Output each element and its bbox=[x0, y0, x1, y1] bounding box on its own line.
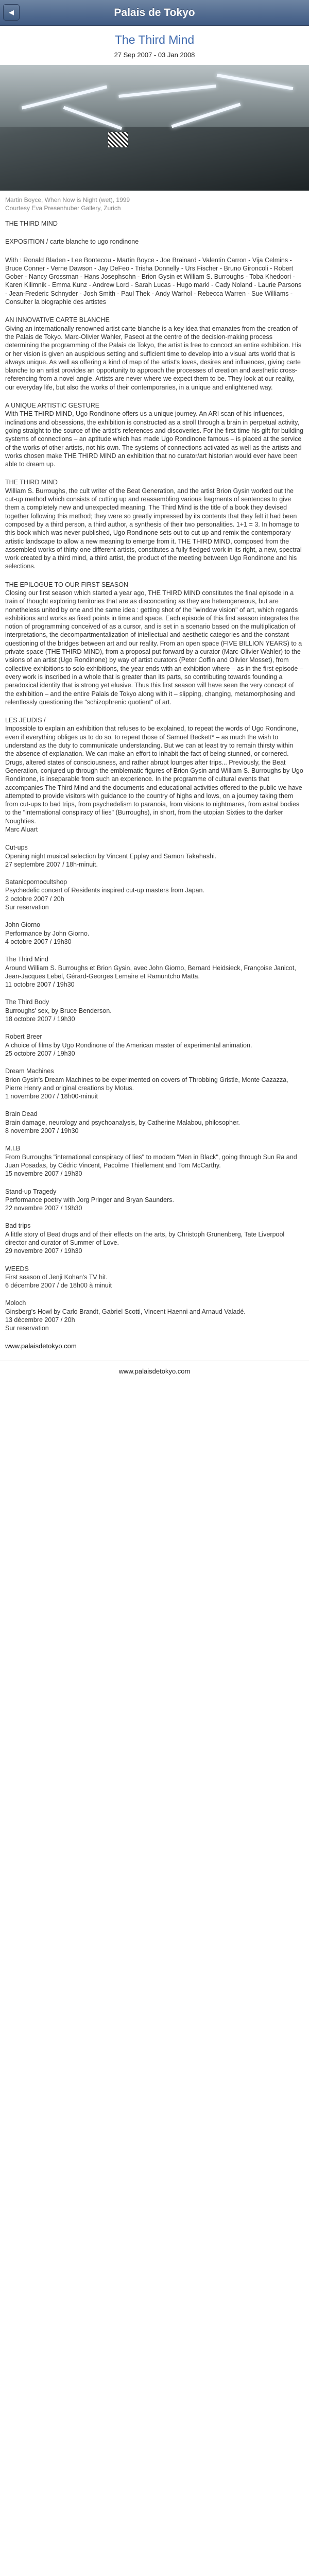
schedule-item-description: A choice of films by Ugo Rondinone of the American master of experimental animation. bbox=[5, 1041, 252, 1049]
schedule-item bbox=[5, 921, 304, 946]
schedule-item-date: 15 novembre 2007 / 19h30 bbox=[5, 1170, 82, 1178]
schedule-item-title: WEEDS bbox=[5, 1265, 29, 1273]
event-description bbox=[0, 212, 309, 1350]
paragraph bbox=[5, 401, 304, 468]
schedule-item-date: 25 octobre 2007 / 19h30 bbox=[5, 1049, 75, 1057]
schedule-item-date: 13 décembre 2007 / 20h Sur reservation bbox=[5, 1316, 75, 1332]
schedule-item-date: 2 octobre 2007 / 20h Sur reservation bbox=[5, 895, 64, 911]
participants bbox=[5, 256, 304, 307]
schedule-item-title: Robert Breer bbox=[5, 1033, 42, 1041]
paragraph bbox=[5, 478, 304, 570]
event-title: The Third Mind bbox=[114, 33, 195, 46]
paragraph bbox=[5, 581, 304, 706]
schedule-item-date: 4 octobre 2007 / 19h30 bbox=[5, 938, 72, 945]
schedule-item bbox=[5, 843, 304, 869]
schedule-item-title: Stand-up Tragedy bbox=[5, 1188, 57, 1195]
schedule-item bbox=[5, 878, 304, 911]
schedule-item-title: Cut-ups bbox=[5, 844, 28, 852]
paragraph-text: LES JEUDIS / Impossible to explain an exhibition that refuses to be explained, to repeat the words of Ugo Rondinone, even if everything obliges us to do so, to repeat those of Samuel Beckett* – as much the wish to understand as the duty to communicate understanding. But we can at least try to remain thirsty within the absence of explanation. We can make an effort to inhabit the fact of being stunned, or cornered. Drugs, altered states of consciousness, and rather abrupt lounges after trips... Previously, the Beat Generation, conjured up through the emblematic figures of Brion Gysin and William S. Burroughs by Ugo Rondinone, is inseparable from such an experience. In the programme of cultural events that accompanies The Third Mind and the documents and educational activities offered to the public we have attempted to provide visitors with guidance to the country of highs and lows, on a journey taking them from cut-ups to bad trips, from psychedelism to paranoia, from visions to nightmares, from astral bodies to the "international conspiracy of lies" (Burroughs), in short, from the utopian Sixties to the darker Noughties. Marc Aluart bbox=[5, 717, 303, 833]
schedule-item bbox=[5, 1222, 304, 1255]
schedule-item-date: 29 novembre 2007 / 19h30 bbox=[5, 1247, 82, 1255]
schedule-item-title: John Giorno bbox=[5, 921, 41, 929]
schedule-item-date: 11 octobre 2007 / 19h30 bbox=[5, 981, 75, 989]
footer bbox=[0, 1361, 309, 1381]
paragraph bbox=[5, 316, 304, 392]
schedule-item-date: 6 décembre 2007 / de 18h00 à minuit bbox=[5, 1282, 112, 1290]
schedule-item-date: 8 novembre 2007 / 19h30 bbox=[5, 1127, 79, 1135]
app-title: Palais de Tokyo bbox=[114, 7, 195, 19]
schedule-item-description: First season of Jenji Kohan's TV hit. bbox=[5, 1273, 108, 1281]
section-heading bbox=[5, 219, 304, 228]
schedule-item-description: Performance poetry with Jorg Pringer and Bryan Saunders. bbox=[5, 1196, 174, 1204]
schedule-item-description: Performance by John Giorno. bbox=[5, 929, 90, 937]
schedule-item-date: 27 septembre 2007 / 18h-minuit. bbox=[5, 860, 98, 868]
caption-line: Courtesy Eva Presenhuber Gallery, Zurich bbox=[5, 205, 121, 212]
schedule-item bbox=[5, 1299, 304, 1332]
schedule-item bbox=[5, 955, 304, 989]
schedule-item-title: Dream Machines bbox=[5, 1067, 54, 1075]
schedule-item-title: M.I.B bbox=[5, 1145, 21, 1153]
paragraph-text: THE THIRD MIND William S. Burroughs, the cult writer of the Beat Generation, and the artist Brion Gysin worked out the cut-up method which consists of cutting up and reassembling various fragments of sentences to give them a completely new and unexpected meaning. The Third Mind is the title of a book they devised together following this method; they were so greatly impressed by its contents that they felt it had been composed by a third person, a third author, a synthesis of their two personalities. 1+1 = 3. In homage to this book which was never published, Ugo Rondinone sets out to cut up and remix the contemporary artistic landscape to allow a new meaning to emerge from it. THE THIRD MIND, composed from the assembled works of thirty-one different artists, constitutes a fully fledged work in its right, a new, spectral work created by a third mind, a third artist, the product of the meeting between Ugo Rondinone and his selections. bbox=[5, 479, 302, 570]
schedule-item bbox=[5, 1110, 304, 1135]
participants-text: With : Ronald Bladen - Lee Bontecou - Martin Boyce - Joe Brainard - Valentin Carron - Vija Celmins - Bruce Conner - Verne Dawson - Jay DeFeo - Trisha Donnelly - Urs Fischer - Bruno Gironcoli - Robert Gober - Nancy Grossman - Hans Josephsohn - Brion Gysin et William S. Burroughs - Toba Khedoori - Karen Kilimnik - Emma Kunz - Andrew Lord - Sarah Lucas - Hugo markl - Cady Noland - Laurie Parsons - Jean-Frederic Schnyder - Josh Smith - Paul Thek - Andy Warhol - Rebecca Warren - Sue Williams - Consulter la biographie des artistes bbox=[5, 256, 302, 306]
event-dates: 27 Sep 2007 - 03 Jan 2008 bbox=[114, 51, 195, 59]
back-arrow-icon[interactable]: ◂ bbox=[3, 4, 20, 21]
schedule-item-title: Bad trips bbox=[5, 1222, 31, 1230]
schedule-item bbox=[5, 1265, 304, 1290]
schedule-item-title: Moloch bbox=[5, 1299, 26, 1307]
schedule-item-description: Brain damage, neurology and psychoanalysis, by Catherine Malabou, philosopher. bbox=[5, 1118, 240, 1126]
website-link[interactable]: www.palaisdetokyo.com bbox=[5, 1342, 77, 1350]
schedule-item bbox=[5, 1188, 304, 1213]
schedule-item-date: 1 novembre 2007 / 18h00-minuit bbox=[5, 1093, 98, 1100]
section-subheading bbox=[5, 238, 304, 246]
event-header bbox=[0, 26, 309, 59]
schedule-item bbox=[5, 998, 304, 1023]
schedule-item-description: Opening night musical selection by Vincent Epplay and Samon Takahashi. bbox=[5, 852, 217, 860]
schedule-item-description: Ginsberg's Howl by Carlo Brandt, Gabriel Scotti, Vincent Haenni and Arnaud Valadé. bbox=[5, 1308, 246, 1315]
schedule-item-title: The Third Body bbox=[5, 998, 49, 1006]
photo-ceiling bbox=[0, 65, 309, 127]
caption-line: Martin Boyce, When Now is Night (wet), 1999 bbox=[5, 196, 130, 204]
photo-caption bbox=[0, 191, 309, 212]
schedule-item-description: From Burroughs "international conspiracy of lies" to modern "Men in Black", going through Sun Ra and Juan Posadas, by Cédric Vincent, Pacoîme Thiellement and Tom McCarthy. bbox=[5, 1153, 297, 1169]
schedule-item-date: 18 octobre 2007 / 19h30 bbox=[5, 1015, 75, 1023]
subheading-text: EXPOSITION / carte blanche to ugo rondinone bbox=[5, 238, 139, 246]
schedule-item bbox=[5, 1067, 304, 1100]
schedule-item-description: Burroughs' sex, by Bruce Benderson. bbox=[5, 1007, 112, 1014]
schedule-item-description: A little story of Beat drugs and of their effects on the arts, by Christoph Grunenberg, Tate Liverpool director and curator of Summer of Love. bbox=[5, 1230, 285, 1246]
schedule-item-description: Psychedelic concert of Residents inspired cut-up masters from Japan. bbox=[5, 887, 204, 894]
paragraph-text: THE EPILOGUE TO OUR FIRST SEASON Closing our first season which started a year ago, THE THIRD MIND constitutes the final episode in a train of thought exploring territories that are as disconcerting as they are heterogeneous, but are nonetheless united by one and the same idea : getting shot of the "window vision" of art, which regards exhibitions and works as fixed points in time and space. Each episode of this first season integrates the notion of programming conceived of as a cursor, and is set in a scenario based on the multiplication of interpretations, the decompartmentalization of intellectual and aesthetic categories and the constant questioning of the bridges between art and our reality. From an open space (FIVE BILLION YEARS) to a private space (THE THIRD MIND), from a proposal put forward by a curator (Marc-Olivier Wahler) to the visions of an artist (Ugo Rondinone) by way of artist curators (Peter Coffin and Olivier Mosset), from collective exhibitions to solo exhibitions, the year ends with an exhibition where – as in the first episode – every work is inscribed in a whole that is greater than its parts, so contributing towards founding a paradoxical identity that is strong yet elusive. Thus this first season will have seen the very concept of the exhibition – and the entire Palais de Tokyo along with it – slipping, changing, metamorphosing and relentlessly questioning the "schizophrenic quotient" of art. bbox=[5, 581, 303, 706]
navigation-bar bbox=[0, 0, 309, 26]
schedule-item bbox=[5, 1144, 304, 1178]
paragraph-text: A UNIQUE ARTISTIC GESTURE With THE THIRD MIND, Ugo Rondinone offers us a unique journey. An ARI scan of his influences, inclinations and obsessions, the exhibition is constructed as a stroll through a brain in perpetual activity, going straight to the source of the artist's references and discoveries. For the first time his gift for building systems of connections – an aptitude which has made Ugo Rondinone famous – is placed at the service of the works of other artists, not his own. The systems of connections activated as well as the artists and works chosen make THE THIRD MIND an exhibition that no curator/art historian would ever have been able to dream up. bbox=[5, 402, 304, 468]
paragraph bbox=[5, 716, 304, 834]
photo-screen-object bbox=[108, 132, 128, 147]
schedule-item-title: The Third Mind bbox=[5, 956, 48, 963]
schedule-item-description: Brion Gysin's Dream Machines to be experimented on covers of Throbbing Gristle, Monte Cazazza, Pierre Henry and original creations by Motus. bbox=[5, 1076, 288, 1092]
exhibition-photo bbox=[0, 65, 309, 191]
heading-text: THE THIRD MIND bbox=[5, 220, 58, 227]
schedule-item-date: 22 novembre 2007 / 19h30 bbox=[5, 1205, 82, 1212]
schedule-item-title: Brain Dead bbox=[5, 1110, 38, 1118]
paragraph-text: AN INNOVATIVE CARTE BLANCHE Giving an internationally renowned artist carte blanche is a key idea that emanates from the creation of the Palais de Tokyo. Marc-Olivier Wahler, Paseot at the centre of the decision-making process determining the programming of the Palais de Tokyo, the artist is free to concoct an entire exhibition. His or her vision is given an auspicious setting and sufficient time to develop into a visual arts world that is always unique. As well as offering a kind of map of the artist's loves, desires and influences, giving carte blanche to an artist provides an opportunity to approach the processes of creation and aesthetic cross-referencing from a novel angle. Artists are never where we expect them to be. They look at our reality, our everyday life, but also the works of their contemporaries, in a unique and enlightened way. bbox=[5, 316, 302, 391]
schedule-item-description: Around William S. Burroughs et Brion Gysin, avec John Giorno, Bernard Heidsieck, Françoise Janicot, Jean-Jacques Lebel, Gérard-Georges Lemaire et Ramuntcho Matta. bbox=[5, 964, 296, 980]
footer-link[interactable]: www.palaisdetokyo.com bbox=[118, 1367, 191, 1375]
schedule-item bbox=[5, 1032, 304, 1058]
schedule-item-title: Satanicpornocultshop bbox=[5, 878, 67, 886]
events-schedule bbox=[5, 843, 304, 1332]
